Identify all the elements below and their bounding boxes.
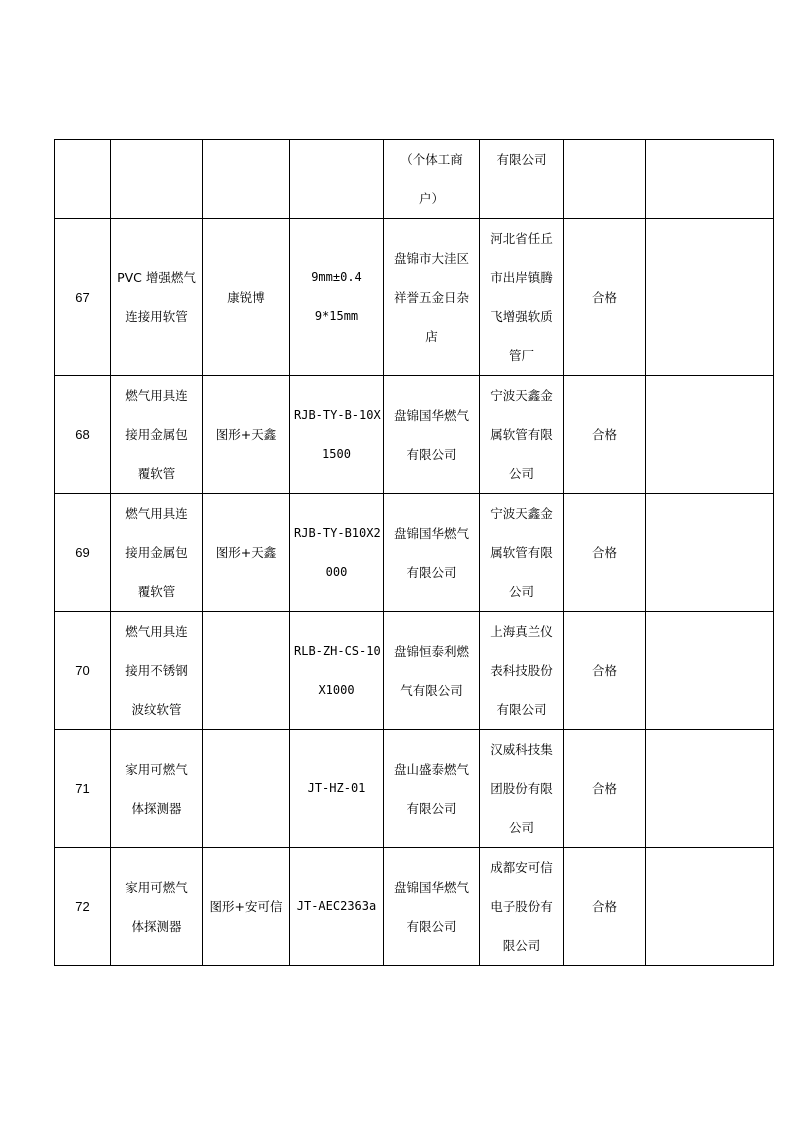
cell-remark	[646, 219, 774, 376]
cell-seller	[384, 376, 480, 494]
seller-line: （个体工商	[400, 152, 463, 167]
cell-remark	[646, 848, 774, 966]
cell-result: 合格	[564, 219, 646, 376]
cell-brand	[203, 219, 290, 376]
name-line: 覆软管	[137, 466, 176, 481]
maker-line: 团股份有限	[490, 781, 553, 796]
seller-line: 盘锦国华燃气	[393, 525, 469, 541]
seller-line: 盘锦市大洼区	[393, 250, 469, 266]
cell-remark	[646, 376, 774, 494]
table-row	[55, 612, 774, 730]
cell-model	[290, 219, 384, 376]
cell-product-name	[111, 140, 203, 219]
name-line: 燃气用具连	[125, 624, 188, 639]
name-line: 覆软管	[137, 584, 176, 599]
cell-manufacturer	[480, 848, 564, 966]
cell-seller	[384, 730, 480, 848]
name-line: 体探测器	[131, 800, 182, 816]
maker-line: 宁波天鑫金	[490, 388, 553, 403]
table-row	[55, 376, 774, 494]
model-line: RLB-ZH-CS-10	[294, 643, 381, 658]
model-line: 9mm±0.4	[311, 270, 362, 284]
cell-result: 合格	[564, 730, 646, 848]
name-line: 接用金属包	[125, 427, 188, 442]
cell-number: 72	[55, 848, 111, 966]
maker-line: 属软管有限	[490, 545, 553, 560]
cell-manufacturer	[480, 730, 564, 848]
maker-line: 属软管有限	[490, 427, 553, 442]
cell-product-name	[111, 376, 203, 494]
seller-line: 气有限公司	[400, 682, 463, 698]
cell-remark	[646, 140, 774, 219]
cell-number: 67	[55, 219, 111, 376]
cell-brand	[203, 376, 290, 494]
name-line: 燃气用具连	[125, 506, 188, 521]
cell-manufacturer	[480, 494, 564, 612]
maker-line: 公司	[508, 466, 534, 481]
cell-manufacturer	[480, 612, 564, 730]
cell-result: 合格	[564, 494, 646, 612]
seller-line: 盘锦恒泰利燃	[393, 643, 469, 659]
brand-line: 图形+安可信	[209, 899, 283, 914]
cell-model	[290, 848, 384, 966]
table-body	[55, 140, 774, 966]
cell-result: 合格	[564, 612, 646, 730]
name-line: PVC 增强燃气	[117, 270, 196, 285]
cell-model	[290, 376, 384, 494]
brand-line: 图形+天鑫	[215, 427, 277, 442]
cell-brand	[203, 612, 290, 730]
seller-line: 户）	[418, 191, 444, 206]
maker-line: 飞增强软质	[490, 309, 553, 324]
cell-number: 71	[55, 730, 111, 848]
name-line: 家用可燃气	[125, 761, 188, 777]
maker-line: 有限公司	[496, 152, 547, 167]
maker-line: 限公司	[502, 938, 541, 953]
name-line: 波纹软管	[131, 702, 182, 717]
seller-line: 有限公司	[406, 446, 457, 462]
maker-line: 市出岸镇腾	[490, 270, 553, 285]
cell-result	[564, 140, 646, 219]
maker-line: 成都安可信	[490, 860, 553, 875]
table-row	[55, 848, 774, 966]
seller-line: 有限公司	[406, 564, 457, 580]
cell-model	[290, 730, 384, 848]
cell-number: 68	[55, 376, 111, 494]
cell-remark	[646, 730, 774, 848]
seller-line: 盘山盛泰燃气	[393, 761, 469, 777]
cell-manufacturer	[480, 376, 564, 494]
seller-line: 盘锦国华燃气	[393, 407, 469, 423]
cell-product-name	[111, 848, 203, 966]
maker-line: 上海真兰仪	[490, 624, 553, 639]
cell-remark	[646, 494, 774, 612]
seller-line: 祥誉五金日杂	[393, 289, 469, 305]
model-line: 1500	[322, 446, 351, 461]
cell-model	[290, 612, 384, 730]
name-line: 接用不锈钢	[125, 663, 188, 678]
cell-product-name	[111, 730, 203, 848]
cell-brand	[203, 848, 290, 966]
inspection-results-table	[54, 139, 774, 966]
seller-line: 有限公司	[406, 800, 457, 816]
model-line: RJB-TY-B10X2	[294, 525, 381, 540]
maker-line: 公司	[508, 584, 534, 599]
cell-seller	[384, 612, 480, 730]
cell-model	[290, 494, 384, 612]
cell-brand	[203, 730, 290, 848]
model-line: JT-HZ-01	[307, 781, 366, 795]
cell-product-name	[111, 494, 203, 612]
table-row	[55, 494, 774, 612]
name-line: 连接用软管	[125, 309, 188, 324]
cell-brand	[203, 494, 290, 612]
brand-line: 康锐博	[227, 289, 265, 305]
cell-product-name	[111, 612, 203, 730]
model-line: RJB-TY-B-10X	[294, 407, 381, 422]
cell-result: 合格	[564, 848, 646, 966]
cell-seller	[384, 848, 480, 966]
cell-seller	[384, 219, 480, 376]
cell-number: 70	[55, 612, 111, 730]
name-line: 体探测器	[131, 918, 182, 934]
maker-line: 汉威科技集	[490, 742, 553, 757]
cell-product-name	[111, 219, 203, 376]
maker-line: 表科技股份	[490, 663, 553, 678]
brand-line: 图形+天鑫	[215, 545, 277, 560]
seller-line: 有限公司	[406, 918, 457, 934]
cell-manufacturer	[480, 140, 564, 219]
maker-line: 电子股份有	[490, 899, 553, 914]
maker-line: 公司	[508, 820, 534, 835]
cell-number	[55, 140, 111, 219]
cell-remark	[646, 612, 774, 730]
cell-seller	[384, 494, 480, 612]
maker-line: 宁波天鑫金	[490, 506, 553, 521]
cell-manufacturer	[480, 219, 564, 376]
seller-line: 盘锦国华燃气	[393, 879, 469, 895]
maker-line: 河北省任丘	[490, 231, 553, 246]
cell-brand	[203, 140, 290, 219]
model-line: 000	[325, 564, 348, 579]
model-line: X1000	[318, 682, 355, 697]
cell-model	[290, 140, 384, 219]
cell-result: 合格	[564, 376, 646, 494]
cell-number: 69	[55, 494, 111, 612]
table-row	[55, 140, 774, 219]
name-line: 家用可燃气	[125, 879, 188, 895]
maker-line: 有限公司	[496, 702, 547, 717]
cell-seller	[384, 140, 480, 219]
maker-line: 管厂	[508, 348, 534, 363]
name-line: 燃气用具连	[125, 388, 188, 403]
model-line: JT-AEC2363a	[296, 899, 377, 913]
model-line: 9*15mm	[314, 309, 359, 323]
table-row	[55, 730, 774, 848]
seller-line: 店	[425, 328, 438, 344]
name-line: 接用金属包	[125, 545, 188, 560]
table-row	[55, 219, 774, 376]
